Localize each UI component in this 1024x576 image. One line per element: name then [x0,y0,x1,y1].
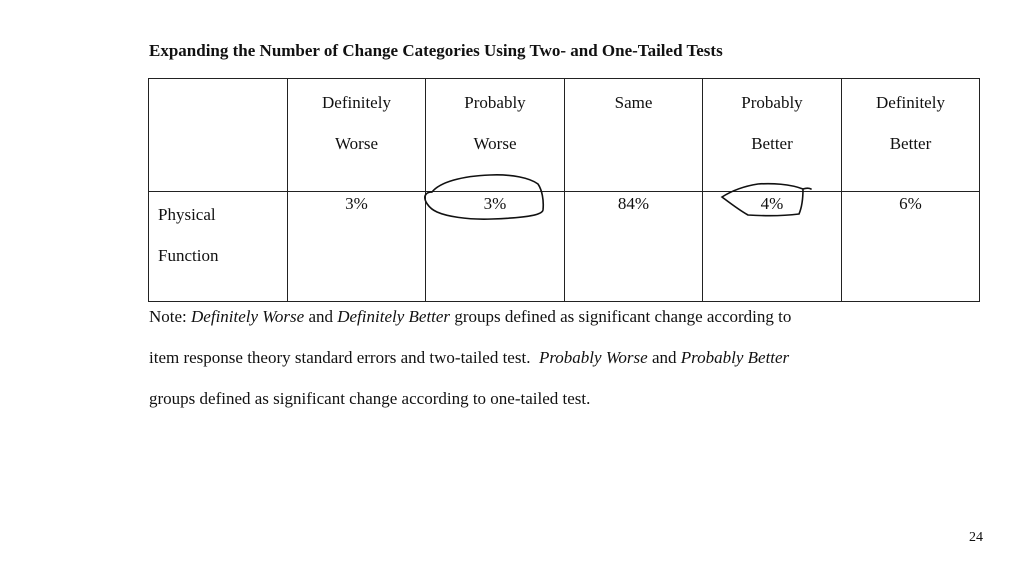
table-row [149,192,980,302]
header-line: Definitely [322,93,391,112]
value-same: 84% [565,192,703,302]
header-line: Same [614,93,653,112]
header-line: Worse [334,134,378,153]
row-label-line: Function [158,246,219,265]
table-note [149,296,979,419]
header-probably-better [703,79,842,192]
note-text: groups defined as significant change according to [450,307,792,326]
slide-title: Expanding the Number of Change Categories Using Two- and One-Tailed Tests [149,41,723,60]
note-prefix: Note: [149,307,192,326]
header-same [565,79,703,192]
note-text: and [304,307,338,326]
note-text: and [647,348,681,367]
change-categories-table [148,78,980,302]
header-cell-empty [149,79,288,192]
note-line-2 [149,337,979,378]
note-term-probably-worse: Probably Worse [538,348,648,367]
value-probably-worse: 3% [426,192,565,302]
header-line: Better [751,134,793,153]
table-header-row [149,79,980,192]
header-line: Worse [473,134,517,153]
header-line: Better [889,134,932,153]
header-definitely-better [842,79,980,192]
row-label-physical-function [149,192,288,302]
value-definitely-better: 6% [842,192,980,302]
header-line: Probably [741,93,803,112]
row-label-line: Physical [158,205,216,224]
note-term-probably-better: Probably Better [680,348,790,367]
note-term-definitely-better: Definitely Better [337,307,451,326]
value-probably-better: 4% [703,192,842,302]
header-line: Definitely [876,93,945,112]
value-definitely-worse: 3% [288,192,426,302]
header-definitely-worse [288,79,426,192]
note-line-3: groups defined as significant change according to one-tailed test. [149,389,591,408]
page-number: 24 [969,530,983,545]
note-line-1 [149,296,979,337]
header-probably-worse [426,79,565,192]
note-text: item response theory standard errors and two-tailed test. [149,348,539,367]
note-term-definitely-worse: Definitely Worse [191,307,305,326]
header-line: Probably [464,93,526,112]
